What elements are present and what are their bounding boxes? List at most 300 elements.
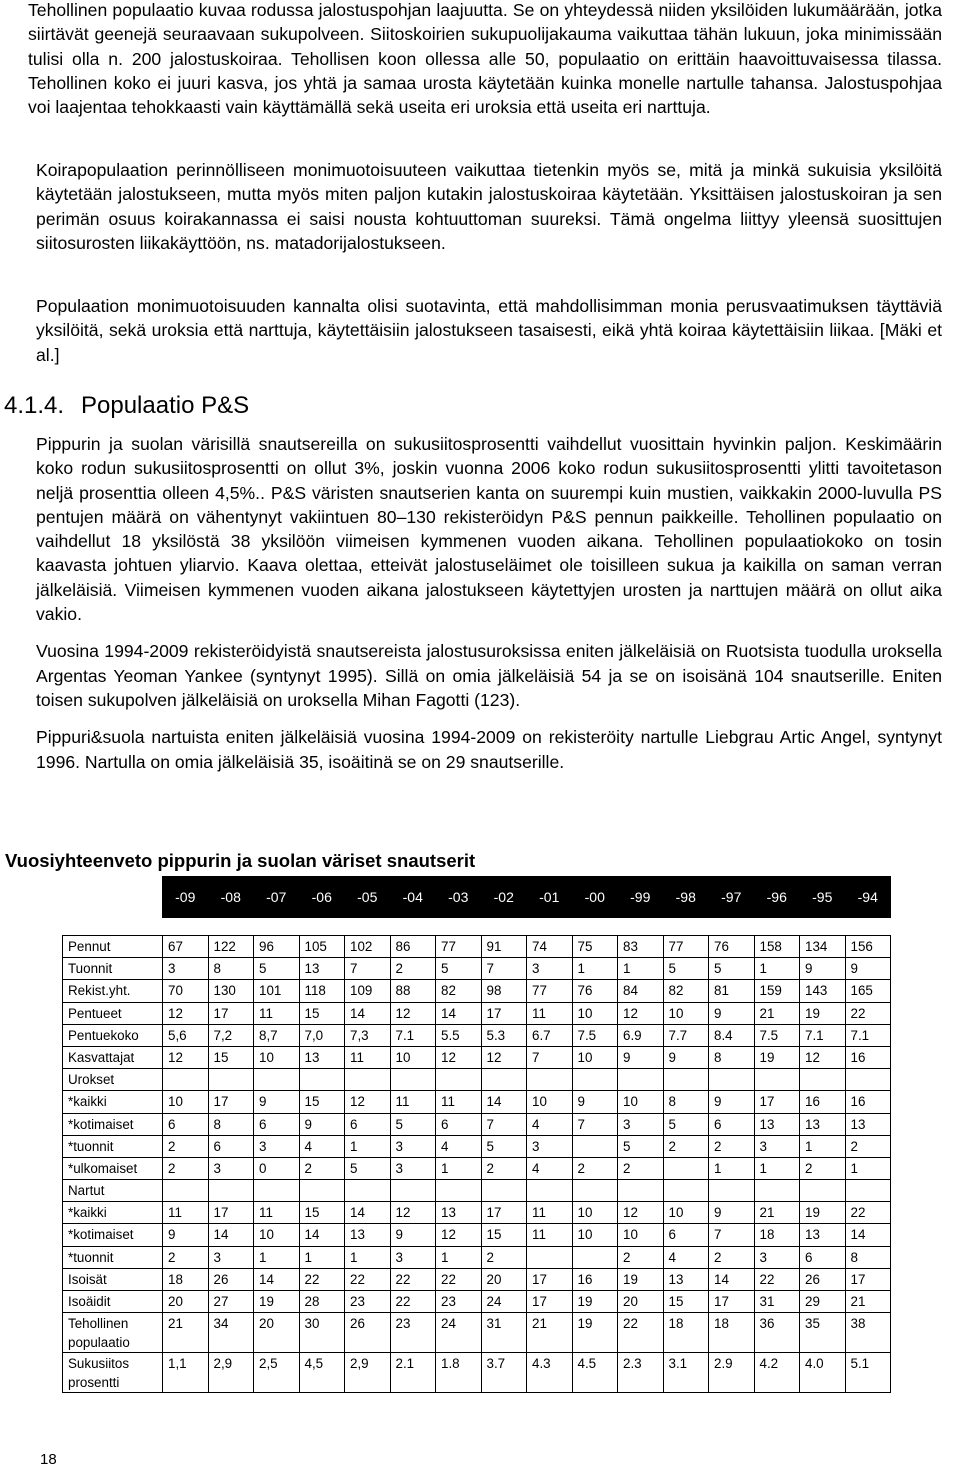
table-cell: 4 <box>663 1246 709 1268</box>
paragraph-top-males: Vuosina 1994-2009 rekisteröidyistä snautsereista jalostusuroksissa eniten jälkeläisiä on Ruotsista tuodulla uroksella Argentas Yeoman Yankee (syntynyt 1995). Sillä on omia jälkeläisiä 54 ja se on isoisänä 104 snautserille. Eniten toisen sukupolven jälkeläisiä on uroksella Mihan Fagotti (123). <box>36 641 942 710</box>
table-cell: 26 <box>345 1313 391 1353</box>
table-cell: 17 <box>208 1002 254 1024</box>
table-cell: 17 <box>208 1091 254 1113</box>
table-cell: 82 <box>663 980 709 1002</box>
table-cell: 17 <box>754 1091 800 1113</box>
table-cell <box>481 1180 527 1202</box>
table-header-year: -04 <box>390 877 436 918</box>
table-cell: 8 <box>208 1113 254 1135</box>
table-cell: 134 <box>800 936 846 958</box>
table-cell: 8 <box>208 958 254 980</box>
table-row-label: *kaikki <box>63 1202 163 1224</box>
table-cell: 10 <box>527 1091 573 1113</box>
table-cell: 9 <box>390 1224 436 1246</box>
table-cell: 22 <box>618 1313 664 1353</box>
table-cell: 6 <box>800 1246 846 1268</box>
table-cell: 3 <box>163 958 209 980</box>
table-cell: 21 <box>527 1313 573 1353</box>
table-cell: 15 <box>663 1291 709 1313</box>
table-row-label: Isoäidit <box>63 1291 163 1313</box>
table-row-label: Pentueet <box>63 1002 163 1024</box>
table-row-label: Isoisät <box>63 1268 163 1290</box>
table-cell: 82 <box>436 980 482 1002</box>
table-cell: 12 <box>618 1002 664 1024</box>
table-row <box>63 1135 891 1157</box>
table-cell: 4 <box>527 1157 573 1179</box>
table-row <box>63 1291 891 1313</box>
table-cell: 10 <box>572 1046 618 1068</box>
table-row <box>63 1024 891 1046</box>
table-cell: 19 <box>618 1268 664 1290</box>
table-cell: 10 <box>618 1224 664 1246</box>
table-cell: 22 <box>390 1268 436 1290</box>
table-cell: 109 <box>345 980 391 1002</box>
table-cell: 1 <box>345 1246 391 1268</box>
table-cell: 6.7 <box>527 1024 573 1046</box>
table-cell: 75 <box>572 936 618 958</box>
table-cell <box>163 1069 209 1091</box>
table-cell: 5 <box>618 1135 664 1157</box>
table-cell: 10 <box>163 1091 209 1113</box>
table-title: Vuosiyhteenveto pippurin ja suolan väriset snautserit <box>5 850 476 871</box>
table-cell: 9 <box>845 958 891 980</box>
table-cell: 3 <box>390 1246 436 1268</box>
table-cell: 21 <box>754 1002 800 1024</box>
table-cell: 102 <box>345 936 391 958</box>
table-cell: 15 <box>208 1046 254 1068</box>
table-cell: 19 <box>572 1313 618 1353</box>
table-cell: 2,5 <box>254 1353 300 1393</box>
table-cell: 22 <box>436 1268 482 1290</box>
table-cell: 10 <box>390 1046 436 1068</box>
table-cell <box>299 1180 345 1202</box>
table-cell: 3 <box>208 1157 254 1179</box>
table-cell: 10 <box>663 1002 709 1024</box>
table-cell: 15 <box>299 1002 345 1024</box>
table-cell: 3.1 <box>663 1353 709 1393</box>
table-cell: 19 <box>800 1202 846 1224</box>
table-row-label: *kotimaiset <box>63 1224 163 1246</box>
table-cell: 17 <box>709 1291 755 1313</box>
table-cell: 1 <box>800 1135 846 1157</box>
table-header-year: -97 <box>709 877 755 918</box>
table-cell: 2 <box>572 1157 618 1179</box>
table-cell: 1 <box>572 958 618 980</box>
table-cell: 2 <box>299 1157 345 1179</box>
table-cell: 21 <box>163 1313 209 1353</box>
paragraph-population-diversity: Populaation monimuotoisuuden kannalta olisi suotavinta, että mahdollisimman monia perusvaatimuksen täyttäviä yksilöitä, sekä uroksia että narttuja, käytettäisiin jalostukseen tasaisesti, eikä yhtä koiraa käytettäisiin liikaa. [Mäki et al.] <box>36 296 942 365</box>
table-cell: 19 <box>754 1046 800 1068</box>
table-cell: 74 <box>527 936 573 958</box>
table-cell: 6 <box>163 1113 209 1135</box>
table-cell: 14 <box>299 1224 345 1246</box>
paragraph-genetic-diversity: Koirapopulaation perinnölliseen monimuotoisuuteen vaikuttaa tietenkin myös se, mitä ja minkä sukuisia yksilöitä käytetään jalostukseen, mutta myös miten paljon kutakin jalostuskoiraa käytetään. Yksittäisen jalostuskoiran ja sen perimän osuus koirakannassa ei saisi nousta kohtuuttoman suureksi. Tämä ongelma liittyy yleensä suosittujen siitosurosten liikakäyttöön, ns. matadorijalostukseen. <box>36 160 942 253</box>
table-cell <box>572 1069 618 1091</box>
table-cell: 7.1 <box>845 1024 891 1046</box>
table-cell: 0 <box>254 1157 300 1179</box>
table-cell: 159 <box>754 980 800 1002</box>
table-cell: 7.1 <box>800 1024 846 1046</box>
table-header-year: -02 <box>481 877 527 918</box>
table-cell <box>754 1180 800 1202</box>
table-cell: 14 <box>345 1202 391 1224</box>
table-cell <box>800 1180 846 1202</box>
table-cell: 12 <box>163 1002 209 1024</box>
table-cell: 7,0 <box>299 1024 345 1046</box>
table-cell: 1 <box>754 1157 800 1179</box>
table-cell: 86 <box>390 936 436 958</box>
table-cell: 9 <box>709 1002 755 1024</box>
table-cell: 12 <box>390 1202 436 1224</box>
table-header-year: -03 <box>436 877 482 918</box>
table-header-year: -99 <box>618 877 664 918</box>
table-header-year: -95 <box>800 877 846 918</box>
table-cell: 5 <box>663 1113 709 1135</box>
table-cell: 118 <box>299 980 345 1002</box>
table-cell: 10 <box>663 1202 709 1224</box>
paragraph-top-females: Pippuri&suola nartuista eniten jälkeläisiä vuosina 1994-2009 on rekisteröity nartulle Liebgrau Artic Angel, syntynyt 1996. Nartulla on omia jälkeläisiä 35, isoäitinä se on 29 snautserille. <box>36 727 942 772</box>
table-cell: 17 <box>481 1002 527 1024</box>
table-cell: 17 <box>845 1268 891 1290</box>
table-cell: 12 <box>436 1224 482 1246</box>
table-cell: 5 <box>390 1113 436 1135</box>
table-cell: 6 <box>663 1224 709 1246</box>
table-cell: 26 <box>208 1268 254 1290</box>
table-cell: 21 <box>754 1202 800 1224</box>
table-cell: 84 <box>618 980 664 1002</box>
table-cell <box>845 1069 891 1091</box>
table-cell: 77 <box>663 936 709 958</box>
table-cell: 10 <box>254 1046 300 1068</box>
table-cell: 12 <box>481 1046 527 1068</box>
table-cell: 17 <box>527 1268 573 1290</box>
table-cell: 3 <box>527 1135 573 1157</box>
table-cell: 1 <box>299 1246 345 1268</box>
table-cell <box>390 1069 436 1091</box>
table-cell: 18 <box>754 1224 800 1246</box>
table-cell: 11 <box>436 1091 482 1113</box>
table-cell: 3.7 <box>481 1353 527 1393</box>
table-cell: 7 <box>345 958 391 980</box>
table-cell: 20 <box>163 1291 209 1313</box>
table-row <box>63 1353 891 1393</box>
table-cell: 2.9 <box>709 1353 755 1393</box>
table-header-year: -07 <box>254 877 300 918</box>
section-number: 4.1.4. <box>4 392 65 419</box>
table-cell: 77 <box>436 936 482 958</box>
table-row <box>63 1224 891 1246</box>
table-row <box>63 1202 891 1224</box>
table-cell: 15 <box>481 1224 527 1246</box>
table-cell: 22 <box>345 1268 391 1290</box>
table-cell: 67 <box>163 936 209 958</box>
table-cell: 158 <box>754 936 800 958</box>
table-cell: 91 <box>481 936 527 958</box>
table-row <box>63 1246 891 1268</box>
table-cell: 19 <box>800 1002 846 1024</box>
table-cell: 5.5 <box>436 1024 482 1046</box>
table-cell: 81 <box>709 980 755 1002</box>
table-cell: 14 <box>345 1002 391 1024</box>
table-cell <box>254 1180 300 1202</box>
table-cell: 3 <box>254 1135 300 1157</box>
table-cell: 70 <box>163 980 209 1002</box>
table-cell: 1 <box>436 1157 482 1179</box>
table-cell: 28 <box>299 1291 345 1313</box>
table-cell: 1 <box>709 1157 755 1179</box>
table-cell: 10 <box>572 1002 618 1024</box>
table-cell: 3 <box>618 1113 664 1135</box>
table-cell: 7,2 <box>208 1024 254 1046</box>
table-cell: 17 <box>527 1291 573 1313</box>
table-cell <box>208 1069 254 1091</box>
table-cell: 7 <box>481 1113 527 1135</box>
table-cell: 7 <box>527 1046 573 1068</box>
table-cell: 7,3 <box>345 1024 391 1046</box>
table-cell: 20 <box>254 1313 300 1353</box>
table-cell: 5.3 <box>481 1024 527 1046</box>
table-header-year: -09 <box>163 877 209 918</box>
table-cell: 14 <box>481 1091 527 1113</box>
table-cell: 23 <box>436 1291 482 1313</box>
table-cell: 6 <box>436 1113 482 1135</box>
table-cell: 9 <box>163 1224 209 1246</box>
table-cell: 7.7 <box>663 1024 709 1046</box>
table-cell: 14 <box>254 1268 300 1290</box>
table-cell: 18 <box>163 1268 209 1290</box>
table-cell: 130 <box>208 980 254 1002</box>
table-cell: 2 <box>709 1246 755 1268</box>
table-cell <box>618 1069 664 1091</box>
table-header-year: -01 <box>527 877 573 918</box>
table-cell: 7.1 <box>390 1024 436 1046</box>
table-cell: 9 <box>663 1046 709 1068</box>
table-cell <box>481 1069 527 1091</box>
table-cell: 29 <box>800 1291 846 1313</box>
table-row <box>63 1157 891 1179</box>
table-row <box>63 1313 891 1353</box>
table-row <box>63 1046 891 1068</box>
table-cell: 13 <box>436 1202 482 1224</box>
table-row-label: Urokset <box>63 1069 163 1091</box>
table-row-label: *tuonnit <box>63 1246 163 1268</box>
table-cell: 14 <box>208 1224 254 1246</box>
table-cell: 2 <box>481 1246 527 1268</box>
table-cell: 23 <box>390 1313 436 1353</box>
table-cell: 101 <box>254 980 300 1002</box>
table-cell: 7.5 <box>754 1024 800 1046</box>
table-cell: 4 <box>436 1135 482 1157</box>
table-cell: 38 <box>845 1313 891 1353</box>
table-cell <box>345 1180 391 1202</box>
table-cell: 9 <box>254 1091 300 1113</box>
table-cell: 2 <box>618 1157 664 1179</box>
table-cell: 17 <box>481 1202 527 1224</box>
table-cell: 9 <box>800 958 846 980</box>
table-cell: 10 <box>572 1224 618 1246</box>
table-cell: 88 <box>390 980 436 1002</box>
table-cell: 105 <box>299 936 345 958</box>
table-cell: 4.3 <box>527 1353 573 1393</box>
table-header-row <box>63 877 891 918</box>
table-cell <box>845 1180 891 1202</box>
table-cell <box>163 1180 209 1202</box>
table-cell: 11 <box>163 1202 209 1224</box>
table-cell: 5,6 <box>163 1024 209 1046</box>
section-body <box>36 432 942 774</box>
table-cell: 18 <box>663 1313 709 1353</box>
table-row <box>63 1180 891 1202</box>
table-cell: 7 <box>572 1113 618 1135</box>
table-row <box>63 1002 891 1024</box>
table-cell: 5 <box>345 1157 391 1179</box>
table-cell: 8 <box>709 1046 755 1068</box>
table-cell: 11 <box>390 1091 436 1113</box>
table-cell: 2 <box>163 1246 209 1268</box>
table-cell: 11 <box>254 1202 300 1224</box>
table-cell: 36 <box>754 1313 800 1353</box>
table-cell: 4,5 <box>299 1353 345 1393</box>
table-cell: 4.0 <box>800 1353 846 1393</box>
table-cell: 5 <box>481 1135 527 1157</box>
table-cell: 156 <box>845 936 891 958</box>
table-cell: 24 <box>481 1291 527 1313</box>
table-row <box>63 980 891 1002</box>
table-cell: 1 <box>845 1157 891 1179</box>
table-cell: 10 <box>572 1202 618 1224</box>
section-heading <box>4 392 249 420</box>
table-cell: 7 <box>481 958 527 980</box>
table-cell: 2 <box>163 1157 209 1179</box>
table-cell: 12 <box>163 1046 209 1068</box>
table-cell: 11 <box>527 1224 573 1246</box>
table-cell: 30 <box>299 1313 345 1353</box>
table-cell: 6 <box>345 1113 391 1135</box>
table-row-label: *kotimaiset <box>63 1113 163 1135</box>
table-cell: 77 <box>527 980 573 1002</box>
table-cell: 1 <box>754 958 800 980</box>
table-cell: 24 <box>436 1313 482 1353</box>
table-header-year: -00 <box>572 877 618 918</box>
table-spacer-row <box>63 918 891 936</box>
table-cell: 20 <box>618 1291 664 1313</box>
table-cell: 6 <box>254 1113 300 1135</box>
table-row <box>63 1268 891 1290</box>
table-cell: 6.9 <box>618 1024 664 1046</box>
table-cell: 122 <box>208 936 254 958</box>
table-row-label: Kasvattajat <box>63 1046 163 1068</box>
table-cell: 1 <box>436 1246 482 1268</box>
table-cell: 17 <box>208 1202 254 1224</box>
table-cell: 96 <box>254 936 300 958</box>
table-cell: 9 <box>618 1046 664 1068</box>
table-cell: 10 <box>254 1224 300 1246</box>
table-cell: 6 <box>709 1113 755 1135</box>
table-cell: 9 <box>572 1091 618 1113</box>
table-cell: 26 <box>800 1268 846 1290</box>
table-cell <box>754 1069 800 1091</box>
table-cell: 8 <box>663 1091 709 1113</box>
table-cell: 31 <box>481 1313 527 1353</box>
table-cell: 18 <box>709 1313 755 1353</box>
table-cell <box>345 1069 391 1091</box>
table-cell: 7.5 <box>572 1024 618 1046</box>
table-cell: 3 <box>390 1157 436 1179</box>
table-row <box>63 936 891 958</box>
table-cell: 9 <box>299 1113 345 1135</box>
table-cell: 1 <box>618 958 664 980</box>
table-cell <box>527 1069 573 1091</box>
table-cell: 2 <box>663 1135 709 1157</box>
table-cell: 15 <box>299 1202 345 1224</box>
table-cell: 12 <box>436 1046 482 1068</box>
table-cell: 83 <box>618 936 664 958</box>
table-cell: 1 <box>345 1135 391 1157</box>
table-cell: 5 <box>709 958 755 980</box>
table-header-year: -98 <box>663 877 709 918</box>
table-cell: 4.5 <box>572 1353 618 1393</box>
table-cell: 11 <box>254 1002 300 1024</box>
table-row-label: Sukusiitos prosentti <box>63 1353 163 1393</box>
table-cell: 1 <box>254 1246 300 1268</box>
table-cell <box>436 1069 482 1091</box>
table-row-label: *kaikki <box>63 1091 163 1113</box>
table-cell: 19 <box>572 1291 618 1313</box>
table-cell: 16 <box>572 1268 618 1290</box>
table-cell: 5.1 <box>845 1353 891 1393</box>
table-cell <box>618 1180 664 1202</box>
table-cell <box>663 1069 709 1091</box>
table-cell: 13 <box>845 1113 891 1135</box>
table-cell: 12 <box>618 1202 664 1224</box>
table-cell: 31 <box>754 1291 800 1313</box>
table-row-label: *ulkomaiset <box>63 1157 163 1179</box>
table-cell <box>299 1069 345 1091</box>
table-row <box>63 958 891 980</box>
table-cell: 3 <box>754 1246 800 1268</box>
table-cell: 35 <box>800 1313 846 1353</box>
table-cell: 2,9 <box>345 1353 391 1393</box>
paragraph-effective-population: Tehollinen populaatio kuvaa rodussa jalostuspohjan laajuutta. Se on yhteydessä niiden yksilöiden lukumäärään, jotka siirtävät geenejä seuraavaan sukupolveen. Siitoskoirien sukupuolijakauma vaikuttaa tähän lukuun, joka minimissään tulisi olla n. 200 jalostuskoiraa. Tehollisen koon ollessa alle 50, populaatio on erittäin haavoittuvaisessa tilassa. Tehollinen koko ei juuri kasva, jos yhtä ja samaa urosta käytetään kuinka monelle nartulle tahansa. Jalostuspohjaa voi laajentaa tehokkaasti vain käyttämällä sekä useita eri uroksia että useita eri narttuja. <box>28 0 942 118</box>
table-cell: 6 <box>208 1135 254 1157</box>
table-cell: 13 <box>299 958 345 980</box>
table-cell: 14 <box>709 1268 755 1290</box>
table-header-year: -94 <box>845 877 891 918</box>
table-cell <box>572 1135 618 1157</box>
table-cell: 14 <box>845 1224 891 1246</box>
table-cell: 22 <box>299 1268 345 1290</box>
table-spacer-cell <box>63 918 891 936</box>
table-header-year: -96 <box>754 877 800 918</box>
table-cell: 16 <box>845 1046 891 1068</box>
table-cell: 8 <box>845 1246 891 1268</box>
table-cell: 1,1 <box>163 1353 209 1393</box>
table-cell: 4 <box>527 1113 573 1135</box>
table-header-year: -05 <box>345 877 391 918</box>
table-row-label: Tehollinen populaatio <box>63 1313 163 1353</box>
table-cell: 9 <box>709 1202 755 1224</box>
table-cell: 2 <box>709 1135 755 1157</box>
table-row-label: Pentuekoko <box>63 1024 163 1046</box>
table-cell: 12 <box>390 1002 436 1024</box>
table-cell: 2.1 <box>390 1353 436 1393</box>
table-cell: 22 <box>754 1268 800 1290</box>
table-cell <box>254 1069 300 1091</box>
table-cell: 13 <box>663 1268 709 1290</box>
table-row-label: Nartut <box>63 1180 163 1202</box>
table-cell: 20 <box>481 1268 527 1290</box>
table-cell: 34 <box>208 1313 254 1353</box>
